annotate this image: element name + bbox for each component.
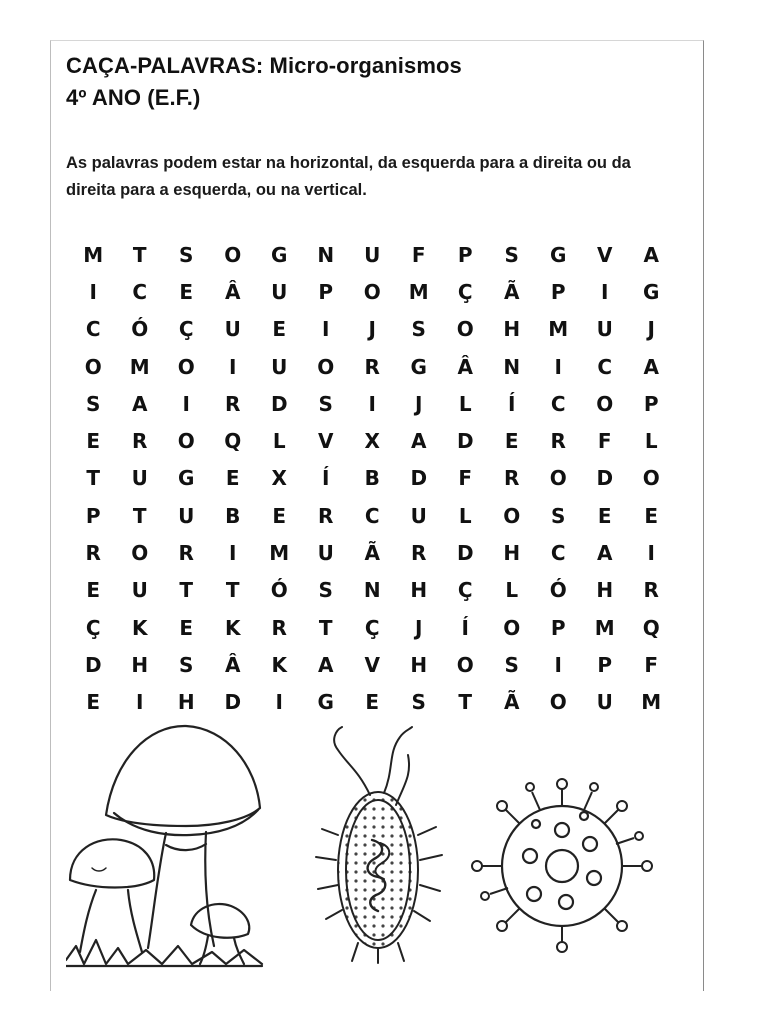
grid-letter: B xyxy=(364,466,380,491)
grid-letter: Í xyxy=(461,615,469,640)
grid-letter: C xyxy=(132,279,148,304)
grid-letter: L xyxy=(458,391,472,416)
grid-letter: T xyxy=(86,466,101,491)
grid-letter: R xyxy=(318,503,334,528)
grid-letter: P xyxy=(457,242,473,267)
grid-letter: E xyxy=(365,690,380,715)
grid-letter: L xyxy=(272,429,286,454)
grid-letter: A xyxy=(318,652,334,677)
grid-letter: T xyxy=(318,615,333,640)
grid-letter: Ã xyxy=(364,541,380,566)
grid-letter: O xyxy=(456,317,474,342)
grid-letter: R xyxy=(85,541,101,566)
grid-letter: I xyxy=(322,317,330,342)
grid-letter: Ç xyxy=(457,578,473,603)
grid-letter: R xyxy=(178,541,194,566)
grid-letter: L xyxy=(644,429,658,454)
grid-letter: Â xyxy=(225,652,241,677)
grid-letter: E xyxy=(179,279,194,304)
grid-letter: E xyxy=(179,615,194,640)
grid-letter: O xyxy=(503,615,521,640)
grid-letter: B xyxy=(225,503,241,528)
grid-letter: G xyxy=(271,242,288,267)
grid-letter: Â xyxy=(225,279,241,304)
grid-letter: E xyxy=(272,503,287,528)
grid-letter: T xyxy=(132,503,147,528)
grid-letter: M xyxy=(408,279,429,304)
grid-letter: F xyxy=(458,466,473,491)
grid-letter: N xyxy=(363,578,381,603)
grid-letter: U xyxy=(178,503,195,528)
grid-letter: O xyxy=(131,541,149,566)
grid-letter: G xyxy=(643,279,660,304)
grid-letter: S xyxy=(411,690,426,715)
grid-letter: O xyxy=(317,354,335,379)
grid-letter: I xyxy=(229,354,237,379)
grid-letter: P xyxy=(597,652,613,677)
grid-letter: P xyxy=(318,279,334,304)
virus-illustration xyxy=(464,776,660,956)
grid-letter: A xyxy=(132,391,148,416)
grid-letter: Q xyxy=(642,615,660,640)
grid-letter: P xyxy=(550,615,566,640)
grid-letter: Ó xyxy=(270,578,288,603)
grid-letter: S xyxy=(86,391,101,416)
grid-letter: P xyxy=(85,503,101,528)
grid-letter: X xyxy=(271,466,287,491)
grid-letter: G xyxy=(410,354,427,379)
grid-letter: N xyxy=(317,242,335,267)
grid-letter: C xyxy=(550,541,566,566)
bacterium-illustration xyxy=(308,725,448,965)
grid-letter: R xyxy=(271,615,287,640)
grid-letter: U xyxy=(596,317,613,342)
grid-letter: E xyxy=(644,503,659,528)
grid-letter: S xyxy=(411,317,426,342)
grid-letter: M xyxy=(594,615,615,640)
instructions-text: As palavras podem estar na horizontal, da esquerda para a direita ou da direita para a esquerda, ou na vertical. xyxy=(66,154,631,199)
worksheet-title xyxy=(66,50,462,114)
grid-letter: T xyxy=(225,578,240,603)
grid-letter: O xyxy=(456,652,474,677)
mushrooms-illustration xyxy=(66,720,266,970)
grid-letter: A xyxy=(411,429,427,454)
grid-letter: D xyxy=(596,466,614,491)
title-line-1: CAÇA-PALAVRAS: Micro-organismos xyxy=(66,53,462,78)
grid-letter: M xyxy=(548,317,569,342)
grid-letter: Ó xyxy=(131,317,149,342)
grid-letter: E xyxy=(597,503,612,528)
grid-letter: I xyxy=(275,690,283,715)
grid-letter: P xyxy=(550,279,566,304)
grid-letter: I xyxy=(229,541,237,566)
grid-letter: M xyxy=(641,690,662,715)
grid-letter: I xyxy=(554,652,562,677)
grid-letter: G xyxy=(317,690,334,715)
grid-letter: Ã xyxy=(504,690,520,715)
grid-letter: I xyxy=(647,541,655,566)
grid-letter: D xyxy=(270,391,288,416)
grid-letter: Í xyxy=(322,466,330,491)
grid-letter: U xyxy=(410,503,427,528)
grid-letter: R xyxy=(504,466,520,491)
grid-letter: X xyxy=(364,429,380,454)
grid-letter: C xyxy=(85,317,101,342)
grid-letter: H xyxy=(131,652,149,677)
word-search-grid xyxy=(70,236,670,721)
grid-letter: D xyxy=(84,652,102,677)
grid-letter: I xyxy=(368,391,376,416)
grid-letter: S xyxy=(504,652,519,677)
grid-letter: Ã xyxy=(504,279,520,304)
grid-letter: J xyxy=(415,391,423,416)
grid-letter: I xyxy=(554,354,562,379)
grid-letter: Â xyxy=(457,354,473,379)
grid-letter: E xyxy=(225,466,240,491)
grid-letter: D xyxy=(410,466,428,491)
grid-letter: E xyxy=(86,690,101,715)
grid-letter: C xyxy=(597,354,613,379)
grid-letter: K xyxy=(132,615,148,640)
grid-letter: I xyxy=(136,690,144,715)
grid-letter: H xyxy=(596,578,614,603)
grid-letter: S xyxy=(318,578,333,603)
grid-letter: V xyxy=(318,429,334,454)
grid-letter: U xyxy=(131,466,148,491)
grid-letter: T xyxy=(132,242,147,267)
grid-letter: E xyxy=(272,317,287,342)
grid-letter: L xyxy=(458,503,472,528)
grid-letter: O xyxy=(596,391,614,416)
grid-letter: Ó xyxy=(549,578,567,603)
grid-letter: E xyxy=(504,429,519,454)
grid-letter: M xyxy=(269,541,290,566)
grid-letter: A xyxy=(643,242,659,267)
grid-letter: Ç xyxy=(364,615,380,640)
grid-letter: Q xyxy=(224,429,242,454)
grid-letter: R xyxy=(132,429,148,454)
grid-letter: J xyxy=(415,615,423,640)
grid-letter: H xyxy=(177,690,195,715)
grid-letter: U xyxy=(364,242,381,267)
grid-letter: T xyxy=(179,578,194,603)
grid-letter: U xyxy=(596,690,613,715)
grid-letter: I xyxy=(89,279,97,304)
grid-letter: K xyxy=(271,652,287,677)
grid-letter: G xyxy=(550,242,567,267)
grid-letter: F xyxy=(644,652,659,677)
grid-letter: T xyxy=(458,690,473,715)
grid-letter: E xyxy=(86,429,101,454)
grid-letter: J xyxy=(368,317,376,342)
grid-letter: V xyxy=(364,652,380,677)
grid-letter: J xyxy=(647,317,655,342)
grid-letter: U xyxy=(224,317,241,342)
grid-letter: U xyxy=(271,354,288,379)
grid-letter: M xyxy=(129,354,150,379)
grid-letter: P xyxy=(643,391,659,416)
grid-letter: N xyxy=(503,354,521,379)
grid-letter: O xyxy=(549,690,567,715)
grid-letter: F xyxy=(597,429,612,454)
grid-letter: S xyxy=(551,503,566,528)
grid-letter: R xyxy=(411,541,427,566)
grid-letter: I xyxy=(182,391,190,416)
grid-letter: C xyxy=(364,503,380,528)
grid-letter: O xyxy=(177,429,195,454)
title-line-2: 4º ANO (E.F.) xyxy=(66,85,201,110)
grid-letter: S xyxy=(179,652,194,677)
grid-letter: R xyxy=(364,354,380,379)
grid-letter: I xyxy=(601,279,609,304)
grid-letter: H xyxy=(503,541,521,566)
grid-letter: U xyxy=(317,541,334,566)
grid-letter: E xyxy=(86,578,101,603)
grid-letter: D xyxy=(456,429,474,454)
grid-letter: Ç xyxy=(457,279,473,304)
grid-letter: K xyxy=(225,615,241,640)
grid-letter: S xyxy=(504,242,519,267)
grid-letter: S xyxy=(179,242,194,267)
grid-letter: Í xyxy=(508,391,516,416)
grid-letter: U xyxy=(271,279,288,304)
grid-letter: D xyxy=(224,690,242,715)
grid-letter: D xyxy=(456,541,474,566)
grid-letter: C xyxy=(550,391,566,416)
grid-letter: H xyxy=(503,317,521,342)
grid-letter: A xyxy=(597,541,613,566)
grid-letter: L xyxy=(505,578,519,603)
grid-letter: A xyxy=(643,354,659,379)
grid-letter: R xyxy=(550,429,566,454)
grid-letter: R xyxy=(643,578,659,603)
grid-letter: H xyxy=(410,652,428,677)
grid-letter: O xyxy=(642,466,660,491)
grid-letter: O xyxy=(363,279,381,304)
grid-letter: M xyxy=(83,242,104,267)
grid-letter: U xyxy=(131,578,148,603)
grid-letter: Ç xyxy=(178,317,194,342)
grid-letter: Ç xyxy=(85,615,101,640)
grid-letter: F xyxy=(411,242,426,267)
grid-letter: O xyxy=(503,503,521,528)
grid-letter: H xyxy=(410,578,428,603)
grid-letter: G xyxy=(178,466,195,491)
grid-letter: O xyxy=(224,242,242,267)
grid-letter: O xyxy=(549,466,567,491)
grid-letter: S xyxy=(318,391,333,416)
grid-letter: O xyxy=(177,354,195,379)
grid-letter: V xyxy=(597,242,613,267)
grid-letter: R xyxy=(225,391,241,416)
grid-letter: O xyxy=(84,354,102,379)
